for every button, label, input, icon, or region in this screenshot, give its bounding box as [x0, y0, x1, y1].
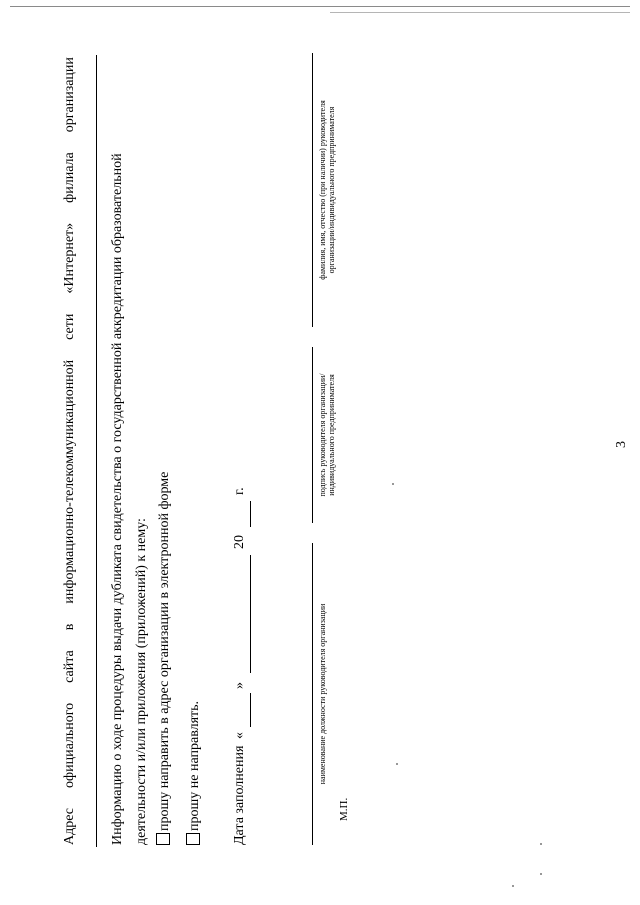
- date-year-prefix: 20: [232, 535, 247, 549]
- address-word: филиала: [62, 152, 77, 203]
- address-word: в: [62, 623, 77, 631]
- option-label: прошу направить в адрес организации в электронной форме: [157, 471, 172, 831]
- full-name-line[interactable]: [312, 53, 313, 327]
- signature-caption-line-2: индивидуального предпринимателя: [327, 374, 336, 496]
- address-line: [62, 57, 78, 845]
- date-year-suffix: г.: [232, 487, 247, 495]
- address-word: Адрес: [62, 807, 77, 845]
- page-number: 3: [614, 441, 629, 448]
- address-word: «Интернет»: [62, 222, 77, 294]
- address-word: сети: [62, 313, 77, 340]
- full-name-caption-line-1: фамилия, имя, отчество (при наличии) руководителя: [318, 100, 327, 280]
- option-label: прошу не направлять.: [187, 700, 202, 831]
- scan-speck: [392, 483, 394, 485]
- address-word: сайта: [62, 650, 77, 683]
- date-label: Дата заполнения: [232, 745, 247, 845]
- signature-line[interactable]: [312, 347, 313, 523]
- info-line-2: деятельности и/или приложения (приложений) к нему:: [134, 518, 149, 845]
- option-send-electronic[interactable]: [156, 472, 173, 845]
- address-word: официального: [62, 702, 77, 788]
- position-line[interactable]: [312, 543, 313, 845]
- address-word: информационно-телекоммуникационной: [62, 359, 77, 604]
- date-year-field[interactable]: [250, 501, 251, 527]
- address-word: организации: [62, 57, 77, 133]
- checkbox-send-electronic[interactable]: [156, 833, 170, 845]
- scan-speck: [512, 885, 514, 887]
- date-open-quote: «: [232, 732, 247, 739]
- checkbox-do-not-send[interactable]: [186, 833, 200, 845]
- position-caption: наименование должности руководителя организации: [318, 603, 327, 785]
- date-month-field[interactable]: [250, 555, 251, 673]
- full-name-caption: [318, 53, 336, 327]
- stamp-label: М.П.: [338, 797, 350, 821]
- scan-speck: [540, 843, 542, 845]
- option-do-not-send[interactable]: [186, 701, 203, 845]
- date-close-quote: »: [232, 682, 247, 689]
- address-underline: [96, 55, 97, 847]
- full-name-caption-line-2: организации/индивидуального предпринимателя: [327, 106, 336, 274]
- scan-speck: [396, 763, 398, 765]
- info-line-1: Информацию о ходе процедуры выдачи дубликата свидетельства о государственной аккредитации образовательной: [110, 153, 125, 845]
- signature-caption-line-1: подпись руководителя организации/: [318, 373, 327, 497]
- date-day-field[interactable]: [250, 693, 251, 727]
- signature-caption: [318, 347, 336, 523]
- scan-speck: [540, 873, 542, 875]
